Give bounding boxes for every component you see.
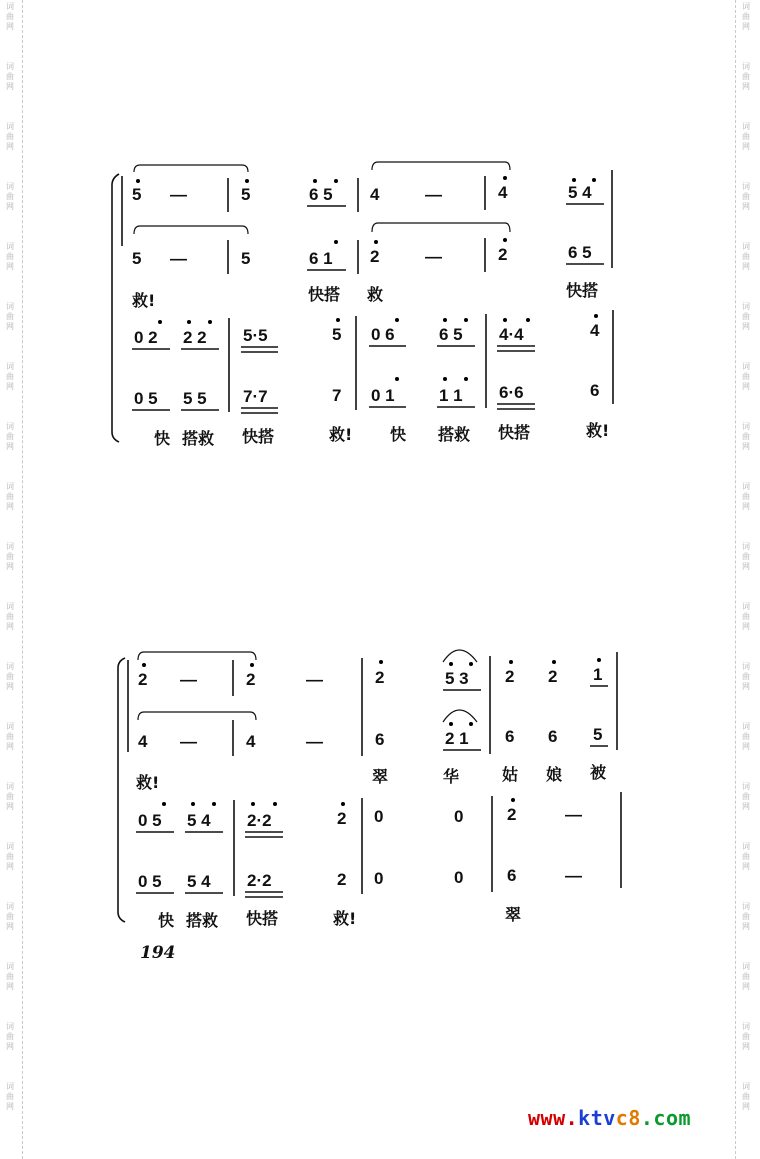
tie bbox=[138, 712, 256, 720]
system-2 bbox=[118, 650, 621, 930]
side-watermark-text: 词 曲 网 bbox=[6, 362, 14, 391]
lyric: 翠 bbox=[372, 767, 389, 786]
note: 5 bbox=[241, 249, 251, 268]
note: 2 bbox=[548, 667, 558, 686]
note: 6 bbox=[548, 727, 558, 746]
tie bbox=[134, 226, 248, 234]
note: 5 bbox=[593, 725, 603, 744]
note: 2 bbox=[337, 809, 347, 828]
system-bracket-top bbox=[118, 658, 125, 668]
lyric: 搭救 bbox=[438, 425, 471, 444]
note: 0 bbox=[374, 807, 384, 826]
note: 2 bbox=[505, 667, 515, 686]
note: 2 bbox=[507, 805, 517, 824]
lyric: 快 bbox=[390, 425, 407, 444]
lyric: 搭救 bbox=[186, 911, 219, 930]
note: 0 bbox=[454, 868, 464, 887]
lyric: 快搭 bbox=[242, 427, 275, 446]
note-pair: 5 3 bbox=[445, 669, 469, 688]
side-watermark-text: 词 曲 网 bbox=[6, 662, 14, 691]
dotted-note: 5·5 bbox=[243, 326, 268, 345]
url-brand-c8: c8 bbox=[615, 1106, 641, 1130]
side-watermark-text: 词 曲 网 bbox=[742, 902, 750, 931]
lyric: 快搭 bbox=[566, 281, 599, 300]
note-pair: 5 4 bbox=[187, 872, 211, 891]
note: 6 bbox=[590, 381, 600, 400]
side-watermark-text: 词 曲 网 bbox=[6, 542, 14, 571]
side-watermark-text: 词 曲 网 bbox=[742, 722, 750, 751]
side-watermark-text: 词 曲 网 bbox=[742, 2, 750, 31]
lyric: 翠 bbox=[505, 905, 522, 924]
side-watermark-text: 词 曲 网 bbox=[742, 1082, 750, 1111]
side-watermark-text: 词 曲 网 bbox=[6, 242, 14, 271]
note-pair: 0 5 bbox=[138, 811, 162, 830]
lyric: 快搭 bbox=[308, 285, 341, 304]
note: 6 bbox=[505, 727, 515, 746]
lyric: 救! bbox=[333, 909, 357, 928]
side-watermark-text: 词 曲 网 bbox=[742, 602, 750, 631]
side-watermark-text: 词 曲 网 bbox=[6, 1022, 14, 1051]
note: 4 bbox=[498, 183, 508, 202]
lyric: 姑 bbox=[502, 765, 519, 784]
side-watermark-text: 词 曲 网 bbox=[6, 302, 14, 331]
lyric: 救! bbox=[329, 425, 353, 444]
system-bracket-top bbox=[112, 174, 119, 185]
lyric: 被 bbox=[590, 763, 607, 782]
side-watermark-text: 词 曲 网 bbox=[6, 62, 14, 91]
lyric: 华 bbox=[443, 767, 460, 786]
note-pair: 5 5 bbox=[183, 389, 207, 408]
slur bbox=[443, 650, 477, 662]
tie bbox=[372, 223, 510, 232]
system-1 bbox=[112, 162, 613, 448]
note: 4 bbox=[138, 732, 148, 751]
note: 5 bbox=[241, 185, 251, 204]
side-watermark-text: 词 曲 网 bbox=[742, 662, 750, 691]
note-pair: 0 5 bbox=[138, 872, 162, 891]
note: 2 bbox=[498, 245, 508, 264]
dotted-note: 4·4 bbox=[499, 325, 524, 344]
side-watermark-text: 词 曲 网 bbox=[742, 542, 750, 571]
note: 4 bbox=[246, 732, 256, 751]
note-pair: 6 5 bbox=[439, 325, 463, 344]
system-bracket-bottom bbox=[118, 912, 125, 922]
side-watermark-text: 词 曲 网 bbox=[742, 182, 750, 211]
side-watermark-text: 词 曲 网 bbox=[6, 902, 14, 931]
tie bbox=[138, 652, 256, 660]
lyric: 救! bbox=[132, 291, 156, 310]
note: 4 bbox=[370, 185, 380, 204]
lyric: 快 bbox=[158, 911, 175, 930]
lyric: 快 bbox=[154, 429, 171, 448]
tie bbox=[372, 162, 510, 170]
lyric: 救! bbox=[586, 421, 610, 440]
note-pair: 0 1 bbox=[371, 386, 395, 405]
lyric: 搭救 bbox=[182, 429, 215, 448]
lyric: 快搭 bbox=[498, 423, 531, 442]
url-prefix: www. bbox=[528, 1106, 579, 1130]
dash: — bbox=[565, 866, 582, 885]
note-pair: 0 5 bbox=[134, 389, 158, 408]
tie bbox=[134, 165, 248, 172]
side-watermark-text: 词 曲 网 bbox=[742, 62, 750, 91]
side-watermark-text: 词 曲 网 bbox=[6, 182, 14, 211]
note-pair: 2 1 bbox=[445, 729, 469, 748]
note-pair: 0 6 bbox=[371, 325, 395, 344]
side-watermark-text: 词 曲 网 bbox=[6, 482, 14, 511]
lyric: 救! bbox=[136, 773, 160, 792]
lyric: 娘 bbox=[546, 765, 563, 784]
dash: — bbox=[565, 805, 582, 824]
side-watermark-text: 词 曲 网 bbox=[6, 1082, 14, 1111]
note-pair: 6 5 bbox=[309, 185, 333, 204]
dash: — bbox=[170, 249, 187, 268]
note: 4 bbox=[590, 321, 600, 340]
note: 5 bbox=[132, 185, 142, 204]
website-url[interactable] bbox=[528, 1106, 691, 1130]
url-brand-ktv: ktv bbox=[578, 1106, 616, 1130]
note: 2 bbox=[138, 670, 148, 689]
side-watermark-text: 词 曲 网 bbox=[6, 2, 14, 31]
dash: — bbox=[306, 670, 323, 689]
note-pair: 1 1 bbox=[439, 386, 463, 405]
dash: — bbox=[306, 732, 323, 751]
note: 5 bbox=[132, 249, 142, 268]
side-watermark-text: 词 曲 网 bbox=[742, 362, 750, 391]
note: 2 bbox=[246, 670, 256, 689]
side-watermark-text: 词 曲 网 bbox=[742, 122, 750, 151]
side-watermark-text: 词 曲 网 bbox=[6, 962, 14, 991]
side-watermark-text: 词 曲 网 bbox=[742, 782, 750, 811]
system-bracket-bottom bbox=[112, 432, 119, 442]
side-watermark-text: 词 曲 网 bbox=[742, 1022, 750, 1051]
dotted-note: 2·2 bbox=[247, 811, 272, 830]
note: 0 bbox=[374, 869, 384, 888]
note-pair: 6 5 bbox=[568, 243, 592, 262]
side-watermark-text: 词 曲 网 bbox=[742, 482, 750, 511]
lyric: 快搭 bbox=[246, 909, 279, 928]
page-number: 194 bbox=[140, 943, 176, 963]
note-pair: 0 2 bbox=[134, 328, 158, 347]
note-pair: 6 1 bbox=[309, 249, 333, 268]
side-watermark-text: 词 曲 网 bbox=[742, 422, 750, 451]
note: 6 bbox=[375, 730, 385, 749]
dash: — bbox=[425, 247, 442, 266]
dotted-note: 6·6 bbox=[499, 383, 524, 402]
dash: — bbox=[180, 670, 197, 689]
note: 7 bbox=[332, 386, 342, 405]
slur bbox=[443, 710, 477, 722]
note-pair: 5 4 bbox=[187, 811, 211, 830]
side-watermark-text: 词 曲 网 bbox=[6, 722, 14, 751]
dotted-note: 7·7 bbox=[243, 387, 268, 406]
note: 0 bbox=[454, 807, 464, 826]
note: 1 bbox=[593, 665, 603, 684]
side-watermark-text: 词 曲 网 bbox=[6, 422, 14, 451]
dotted-note: 2·2 bbox=[247, 871, 272, 890]
dash: — bbox=[170, 185, 187, 204]
side-watermark-text: 词 曲 网 bbox=[742, 842, 750, 871]
side-watermark-text: 词 曲 网 bbox=[742, 242, 750, 271]
note: 5 bbox=[332, 325, 342, 344]
side-watermark-text: 词 曲 网 bbox=[6, 602, 14, 631]
side-watermark-text: 词 曲 网 bbox=[6, 782, 14, 811]
note-pair: 5 4 bbox=[568, 183, 592, 202]
lyric: 救 bbox=[367, 285, 384, 304]
side-watermark-text: 词 曲 网 bbox=[6, 842, 14, 871]
note: 2 bbox=[337, 870, 347, 889]
side-watermark-text: 词 曲 网 bbox=[6, 122, 14, 151]
note: 6 bbox=[507, 866, 517, 885]
note: 2 bbox=[370, 247, 380, 266]
side-watermark-text: 词 曲 网 bbox=[742, 302, 750, 331]
side-watermark-text: 词 曲 网 bbox=[742, 962, 750, 991]
url-suffix: .com bbox=[640, 1106, 692, 1130]
note-pair: 2 2 bbox=[183, 328, 207, 347]
dash: — bbox=[180, 732, 197, 751]
note: 2 bbox=[375, 668, 385, 687]
dash: — bbox=[425, 185, 442, 204]
